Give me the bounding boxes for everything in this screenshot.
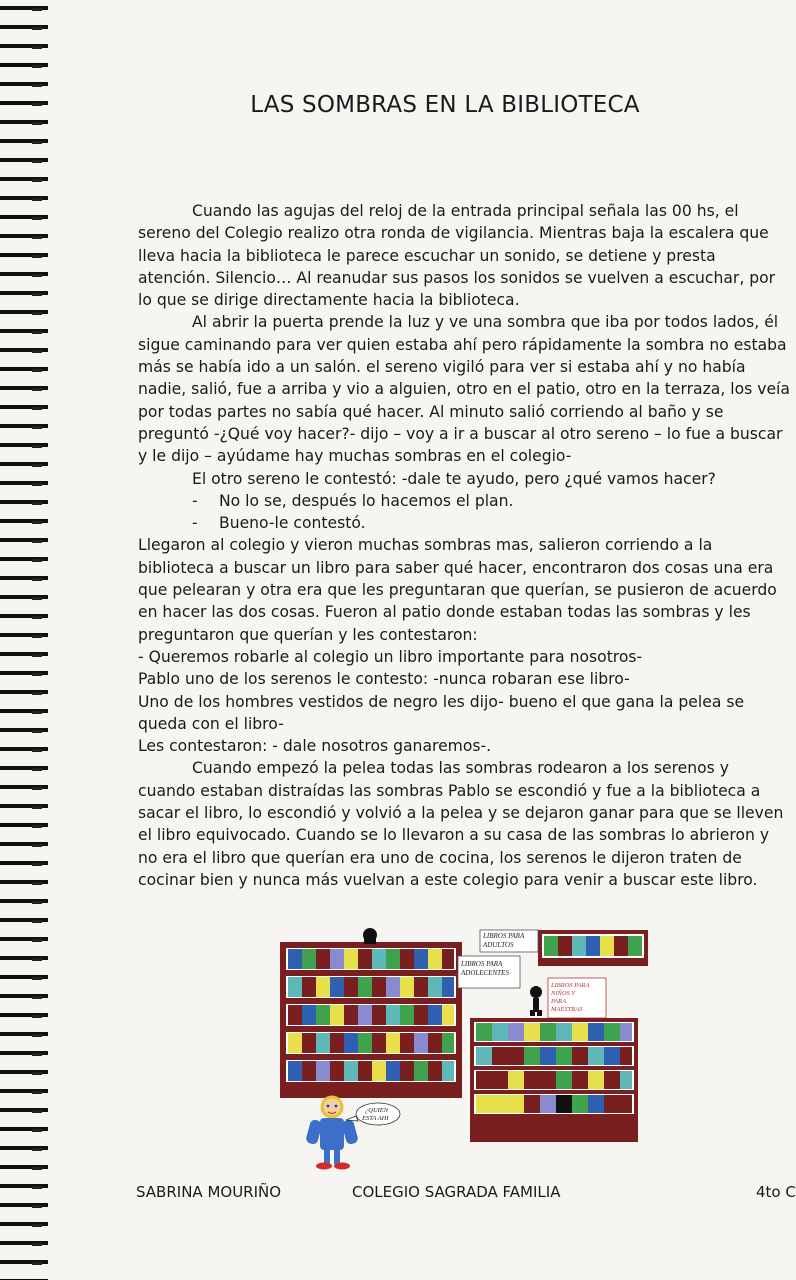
paragraph-6: Pablo uno de los serenos le contesto: -nunca robaran ese libro- (138, 670, 630, 689)
dash-marker: - (192, 514, 198, 533)
paragraph-3: El otro sereno le contestó: -dale te ayudo, pero ¿qué vamos hacer? (192, 469, 716, 488)
sign-teens (458, 956, 520, 988)
child-figure-icon (305, 1097, 359, 1170)
spiral-binding (0, 0, 48, 1280)
dialog-line-2 (138, 512, 790, 534)
dialog-text: Bueno-le contestó. (219, 514, 366, 533)
bookshelf-right (470, 1018, 638, 1142)
sign-adults-line1: LIBROS PARA (483, 932, 525, 940)
dialog-line-1 (138, 490, 790, 512)
page-title: LAS SOMBRAS EN LA BIBLIOTECA (250, 92, 640, 118)
footer-grade: 4to C (756, 1183, 796, 1201)
speech-bubble (346, 1103, 400, 1125)
paragraph-9: Cuando empezó la pelea todas las sombras rodearon a los serenos y cuando estaban distraídas las sombras Pablo se escondió y fue a la biblioteca a sacar el libro, lo escondió y volvió a la pelea y se dejaron ganar para que se lleven el libro equivocado. Cuando se lo llevaron a su casa de las sombras lo abrieron y no era el libro que querían era uno de cocina, los serenos le dijeron traten de cocinar bien y nunca más vuelvan a este colegio para venir a buscar este libro. (138, 759, 784, 889)
paragraph-5: - Queremos robarle al colegio un libro importante para nosotros- (138, 647, 643, 666)
bookshelf-left (280, 942, 462, 1098)
paragraph-1: Cuando las agujas del reloj de la entrada principal señala las 00 hs, el sereno del Colegio realizo otra ronda de vigilancia. Mientras baja la escalera que lleva hacia la biblioteca le parece escuchar un sonido, se detiene y presta atención. Silencio… Al reanudar sus pasos los sonidos se vuelven a escuchar, por lo que se dirige directamente hacia la biblioteca. (138, 202, 776, 310)
sign-kids (548, 978, 606, 1018)
sign-kids-line1: LIBROS PARA (551, 982, 590, 989)
paragraph-2: Al abrir la puerta prende la luz y ve una sombra que iba por todos lados, él sigue caminando para ver quien estaba ahí pero rápidamente la sombra no estaba más se había ido a un salón. el sereno vigiló para ver si estaba ahí y no había nadie, salió, fue a arriba y vio a alguien, otro en el patio, otro en la terraza, los veía por todas partes no sabía qué hacer. Al minuto salió corriendo al baño y se preguntó -¿Qué voy hacer?- dijo – voy a ir a buscar al otro sereno – lo fue a buscar y le dijo – ayúdame hay muchas sombras en el colegio- (138, 313, 790, 466)
paragraph-8: Les contestaron: - dale nosotros ganaremos-. (138, 737, 492, 756)
paragraph-7: Uno de los hombres vestidos de negro les dijo- bueno el que gana la pelea se queda con el libro- (138, 692, 745, 733)
sign-kids-line4: MAESTRAS (551, 1006, 583, 1013)
bubble-line2: ESTA AHI (362, 1115, 389, 1122)
dash-marker: - (192, 491, 198, 510)
sign-teens-line2: ADOLECENTES (461, 969, 509, 977)
bubble-line1: ¿QUIEN (365, 1107, 389, 1114)
library-illustration (270, 920, 650, 1180)
sign-adults (480, 930, 538, 952)
footer-author: SABRINA MOURIÑO (136, 1183, 282, 1201)
paragraph-4: Llegaron al colegio y vieron muchas sombras mas, salieron corriendo a la biblioteca a buscar un libro para saber qué hacer, encontraron dos cosas una era que pelearan y otra era que les preguntaran que querían, se pusieron de acuerdo en hacer las dos cosas. Fueron al patio donde estaban todas las sombras y les preguntaron que querían y les contestaron: (138, 536, 777, 644)
bookshelf-top-right (538, 930, 648, 966)
sign-kids-line3: PARA (551, 998, 567, 1005)
sign-teens-line1: LIBROS PARA (461, 960, 503, 968)
sign-adults-line2: ADULTOS (483, 941, 514, 949)
footer-school: COLEGIO SAGRADA FAMILIA (352, 1183, 561, 1201)
shadow-person-icon (530, 986, 542, 1016)
sign-kids-line2: NIÑOS Y (551, 990, 576, 997)
dialog-text: No lo se, después lo hacemos el plan. (219, 491, 514, 510)
story-body (138, 200, 790, 891)
